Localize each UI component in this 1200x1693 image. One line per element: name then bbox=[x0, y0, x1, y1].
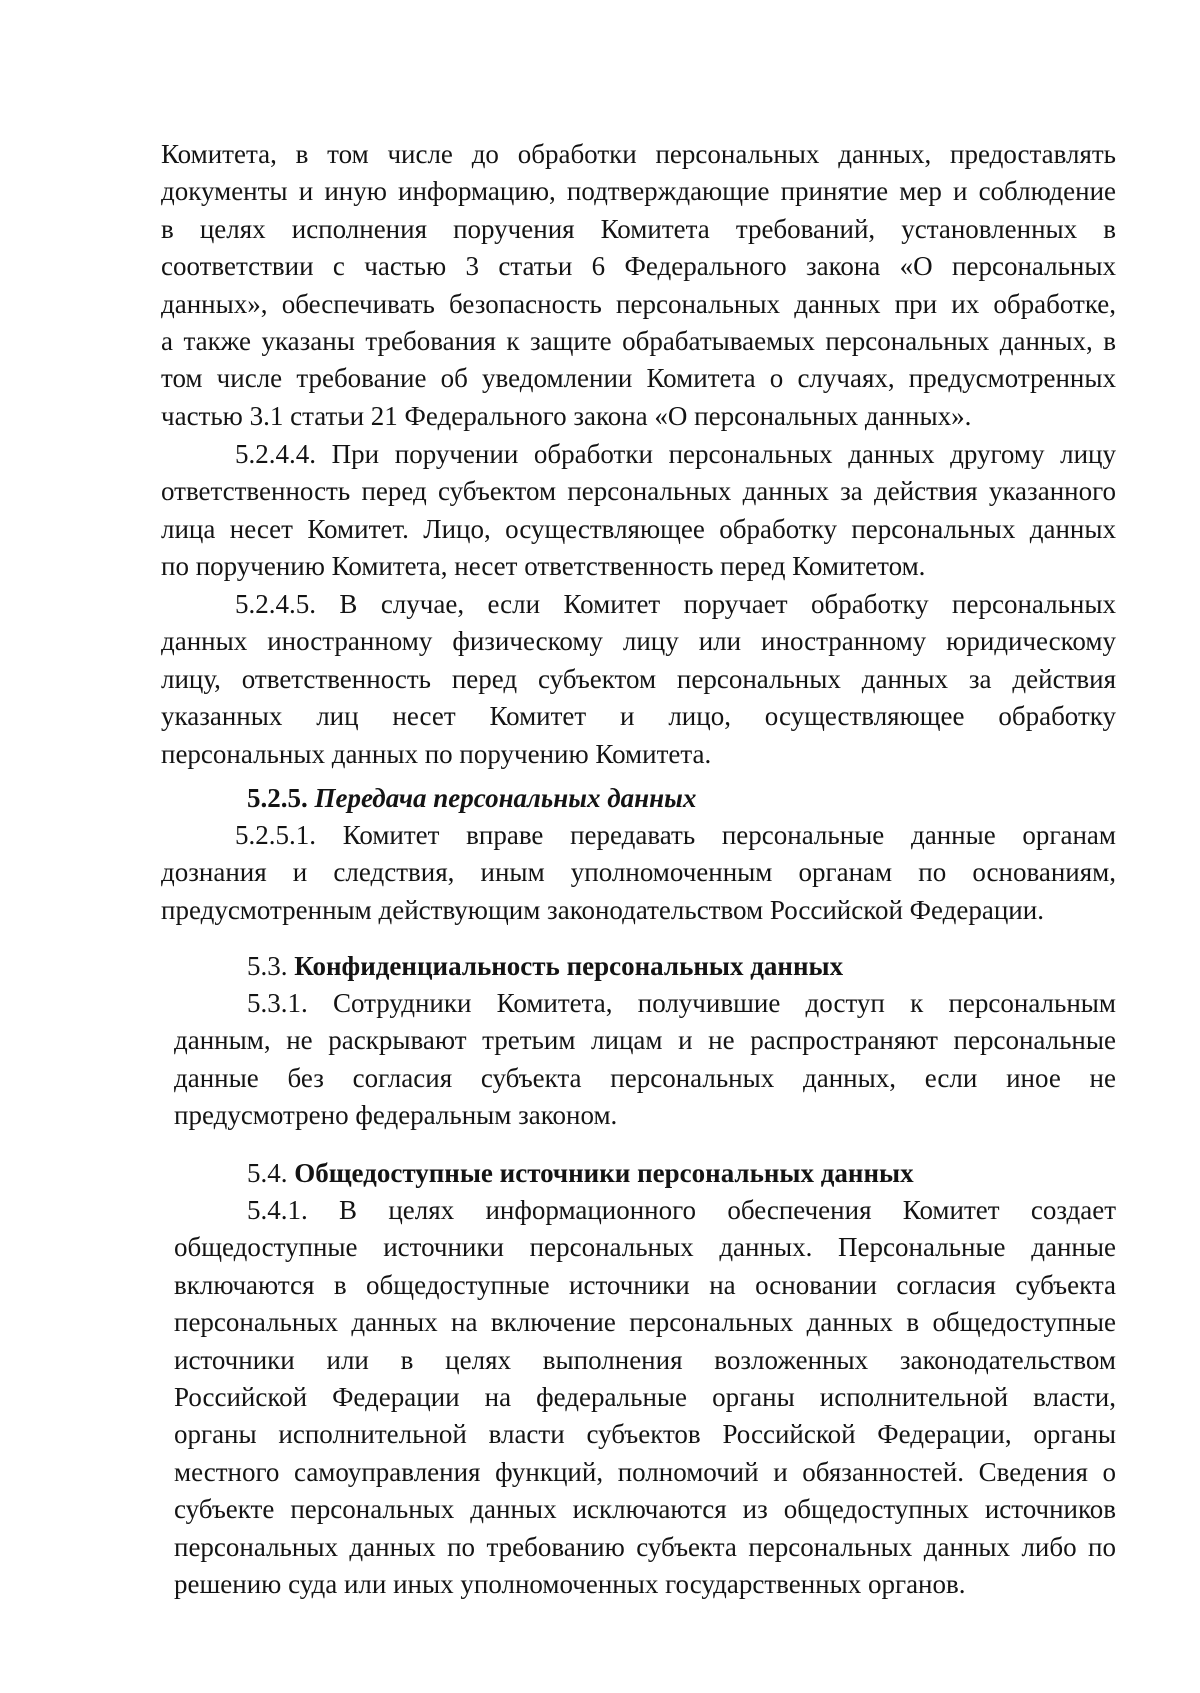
heading-number: 5.3. bbox=[247, 951, 288, 981]
text-line: субъекте персональных данных исключаются из общедоступных источников bbox=[174, 1494, 1116, 1525]
heading-title: Общедоступные источники персональных данных bbox=[294, 1158, 914, 1188]
text-line: предусмотрено федеральным законом. bbox=[174, 1100, 618, 1131]
text-line: данные без согласия субъекта персональных данных, если иное не bbox=[174, 1062, 1116, 1093]
text-line: соответствии с частью 3 статьи 6 Федерального закона «О персональных bbox=[161, 251, 1116, 282]
text-line: данным, не раскрывают третьим лицам и не распространяют персональные bbox=[174, 1025, 1116, 1056]
heading-5-3 bbox=[247, 948, 1047, 985]
text-line: в целях исполнения поручения Комитета требований, установленных в bbox=[161, 213, 1116, 244]
text-line: документы и иную информацию, подтверждающие принятие мер и соблюдение bbox=[161, 176, 1116, 207]
text-line: Комитета, в том числе до обработки персональных данных, предоставлять bbox=[161, 139, 1116, 169]
paragraph-continuation bbox=[161, 136, 1116, 435]
section-heading bbox=[247, 780, 1047, 817]
text-line: органы исполнительной власти субъектов Российской Федерации, органы bbox=[174, 1419, 1116, 1450]
paragraph-5-2-4-4 bbox=[161, 436, 1116, 586]
text-line: 5.2.5.1. Комитет вправе передавать персональные данные органам bbox=[235, 820, 1116, 850]
text-line: 5.3.1. Сотрудники Комитета, получившие доступ к персональным bbox=[247, 988, 1116, 1018]
text-line: Российской Федерации на федеральные органы исполнительной власти, bbox=[174, 1381, 1116, 1412]
paragraph-5-2-4-5 bbox=[161, 586, 1116, 773]
paragraph-5-3-1 bbox=[174, 985, 1116, 1135]
text-line: 5.2.4.4. При поручении обработки персональных данных другому лицу bbox=[235, 439, 1116, 469]
heading-number: 5.2.5. bbox=[247, 783, 308, 813]
heading-5-4 bbox=[247, 1155, 1047, 1192]
heading-5-2-5 bbox=[247, 780, 1047, 817]
text-line: источники или в целях выполнения возложенных законодательством bbox=[174, 1344, 1116, 1375]
text-line: том числе требование об уведомлении Комитета о случаях, предусмотренных bbox=[161, 363, 1116, 394]
text-line: данных», обеспечивать безопасность персональных данных при их обработке, bbox=[161, 288, 1116, 319]
text-line: указанных лиц несет Комитет и лицо, осуществляющее обработку bbox=[161, 701, 1116, 732]
text-line: персональных данных по требованию субъекта персональных данных либо по bbox=[174, 1531, 1116, 1562]
paragraph-5-2-5-1 bbox=[161, 817, 1116, 929]
heading-number: 5.4. bbox=[247, 1158, 288, 1188]
text-line: частью 3.1 статьи 21 Федерального закона «О персональных данных». bbox=[161, 400, 972, 431]
heading-title: Конфиденциальность персональных данных bbox=[294, 951, 844, 981]
text-line: 5.4.1. В целях информационного обеспечения Комитет создает bbox=[247, 1195, 1116, 1225]
text-line: персональных данных на включение персональных данных в общедоступные bbox=[174, 1307, 1116, 1338]
text-line: ответственность перед субъектом персональных данных за действия указанного bbox=[161, 476, 1116, 507]
heading-title: Передача персональных данных bbox=[314, 783, 697, 813]
text-line: общедоступные источники персональных данных. Персональные данные bbox=[174, 1232, 1116, 1263]
text-line: дознания и следствия, иным уполномоченным органам по основаниям, bbox=[161, 857, 1116, 888]
text-line: предусмотренным действующим законодательством Российской Федерации. bbox=[161, 894, 1044, 925]
section-heading bbox=[247, 948, 1047, 985]
paragraph-5-4-1 bbox=[174, 1192, 1116, 1603]
text-line: персональных данных по поручению Комитета. bbox=[161, 738, 712, 769]
section-heading bbox=[247, 1155, 1047, 1192]
text-line: решению суда или иных уполномоченных государственных органов. bbox=[174, 1568, 966, 1599]
text-line: лицу, ответственность перед субъектом персональных данных за действия bbox=[161, 663, 1116, 694]
text-line: по поручению Комитета, несет ответственность перед Комитетом. bbox=[161, 551, 926, 582]
text-line: данных иностранному физическому лицу или иностранному юридическому bbox=[161, 626, 1116, 657]
text-line: 5.2.4.5. В случае, если Комитет поручает обработку персональных bbox=[235, 589, 1116, 619]
text-line: лица несет Комитет. Лицо, осуществляющее обработку персональных данных bbox=[161, 513, 1116, 544]
text-line: включаются в общедоступные источники на основании согласия субъекта bbox=[174, 1269, 1116, 1300]
text-line: местного самоуправления функций, полномочий и обязанностей. Сведения о bbox=[174, 1456, 1116, 1487]
text-line: а также указаны требования к защите обрабатываемых персональных данных, в bbox=[161, 325, 1116, 356]
